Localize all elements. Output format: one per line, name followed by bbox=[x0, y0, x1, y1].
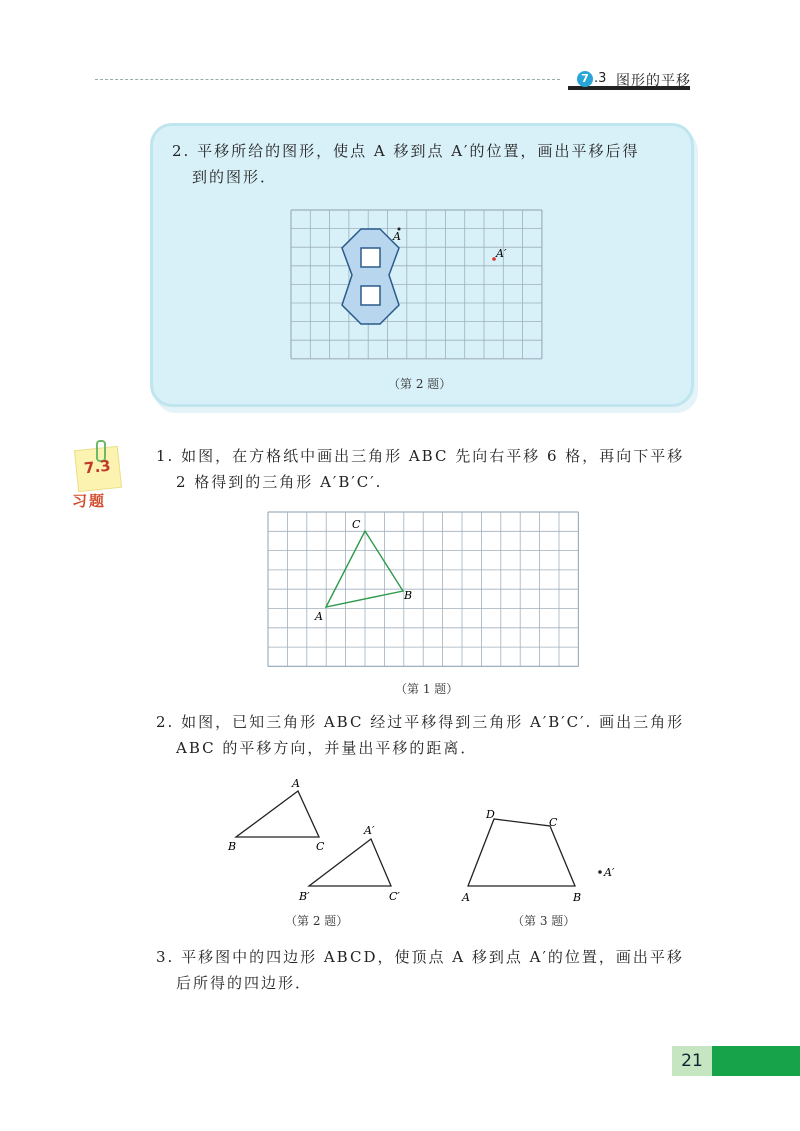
grid-problem1 bbox=[268, 512, 578, 666]
figure-eight-hole-bottom bbox=[361, 286, 380, 305]
box-question-line2: 到的图形． bbox=[192, 168, 278, 186]
chapter-badge: 7 bbox=[577, 71, 593, 87]
triangle-ABC bbox=[326, 531, 403, 607]
problem2-line1: 2. 如图，已知三角形 ABC 经过平移得到三角形 A′B′C′. 画出三角形 bbox=[156, 713, 685, 731]
section-number: .3 bbox=[594, 71, 607, 86]
fig3-label-A-prime: A′ bbox=[604, 866, 615, 879]
grid-box bbox=[291, 210, 542, 359]
figure3-caption: （第 3 题） bbox=[512, 914, 576, 928]
p2-label-A-prime: A′ bbox=[364, 824, 375, 837]
box-label-A: A bbox=[393, 230, 401, 243]
page-number: 21 bbox=[681, 1051, 703, 1071]
problem3-line1: 3. 平移图中的四边形 ABCD，使顶点 A 移到点 A′的位置，画出平移 bbox=[156, 948, 684, 966]
problem3-line2: 后所得的四边形． bbox=[176, 974, 313, 992]
problem1-line1: 1. 如图，在方格纸中画出三角形 ABC 先向右平移 6 格，再向下平移 bbox=[156, 447, 685, 465]
box-caption: （第 2 题） bbox=[388, 377, 452, 391]
figure-eight-hole-top bbox=[361, 248, 380, 267]
box-question-line1: 2. 平移所给的图形，使点 A 移到点 A′的位置，画出平移后得 bbox=[172, 142, 640, 160]
p2-label-C: C bbox=[316, 840, 325, 853]
exercise-badge-label: 习题 bbox=[72, 492, 107, 510]
problem2-caption: （第 2 题） bbox=[285, 914, 349, 928]
p2-label-C-prime: C′ bbox=[389, 890, 400, 903]
p2-label-A: A bbox=[292, 777, 300, 790]
p2-label-B: B bbox=[228, 840, 237, 853]
quadrilateral-ABCD bbox=[468, 819, 575, 886]
box-label-A-prime: A′ bbox=[496, 247, 507, 260]
exercise-badge bbox=[68, 440, 126, 512]
figure-eight-shape bbox=[342, 229, 399, 324]
problem2-line2: ABC 的平移方向，并量出平移的距离． bbox=[176, 739, 478, 757]
triangle-ABC-p2 bbox=[236, 791, 319, 837]
fig3-label-D: D bbox=[486, 808, 495, 821]
problem1-line2: 2 格得到的三角形 A′B′C′. bbox=[176, 473, 383, 491]
problem1-caption: （第 1 题） bbox=[395, 682, 459, 696]
p2-label-B-prime: B′ bbox=[299, 890, 310, 903]
fig3-point-A-prime bbox=[598, 870, 602, 874]
p1-label-A: A bbox=[315, 610, 323, 623]
section-title: 图形的平移 bbox=[616, 73, 691, 89]
fig3-label-A: A bbox=[462, 891, 470, 904]
p1-label-C: C bbox=[352, 518, 361, 531]
page-accent-bar bbox=[712, 1046, 800, 1076]
exercise-badge-number: 7.3 bbox=[83, 456, 112, 478]
fig3-label-B: B bbox=[573, 891, 582, 904]
fig3-label-C: C bbox=[549, 816, 558, 829]
p1-label-B: B bbox=[404, 589, 413, 602]
